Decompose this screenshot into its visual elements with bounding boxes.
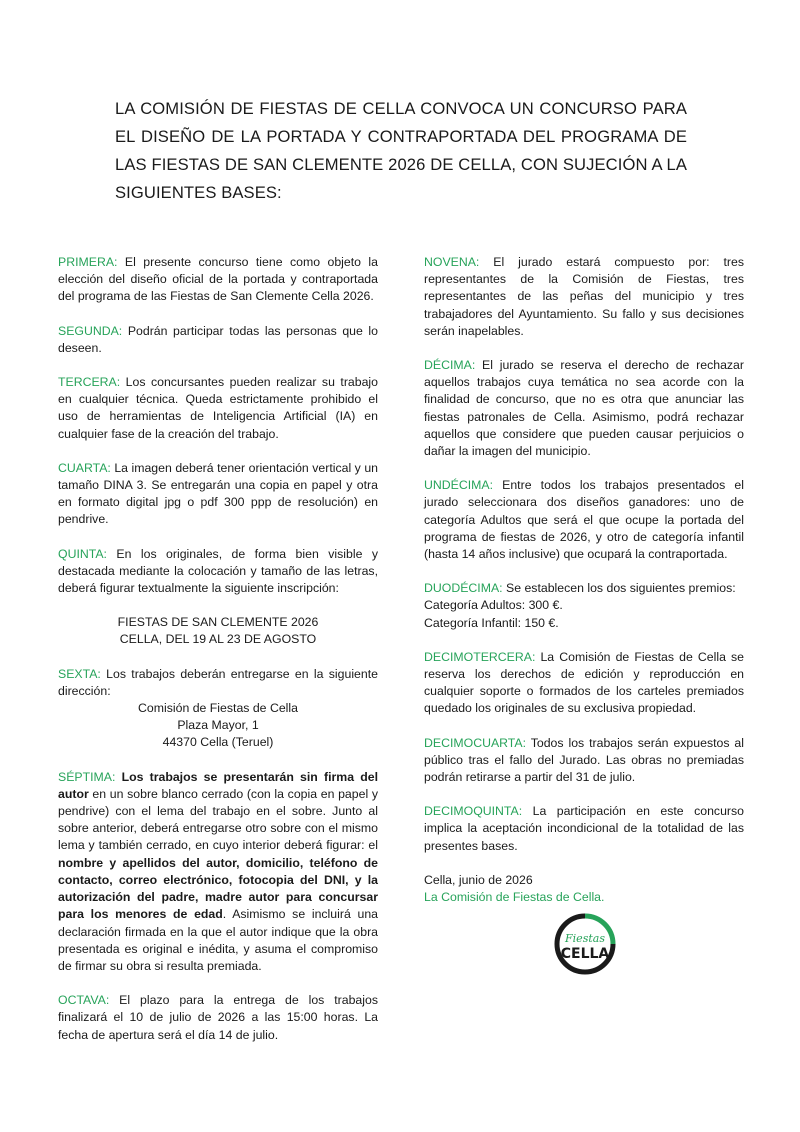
- clause-decimotercera: [424, 649, 744, 718]
- address-block: [58, 700, 378, 752]
- clause-decimocuarta: [424, 735, 744, 787]
- inscription-line: CELLA, DEL 19 AL 23 DE AGOSTO: [119, 632, 317, 647]
- clause-primera: [58, 254, 378, 306]
- clause-text: en un sobre blanco cerrado (con la copia en papel y pendrive) con el lema del trabajo en el sobre. Junto al sobre anterior, deberá entregarse otro sobre con el mismo lema y también cerrado, en cuyo interior deberá figurar: el: [58, 786, 378, 853]
- address-line: Comisión de Fiestas de Cella: [138, 701, 298, 716]
- signature-block: [424, 872, 744, 906]
- prize-adults: Categoría Adultos: 300 €.: [424, 598, 563, 613]
- clause-octava: [58, 992, 378, 1044]
- clause-label: DUODÉCIMA:: [424, 581, 503, 596]
- inscription-line: FIESTAS DE SAN CLEMENTE 2026: [117, 615, 319, 630]
- clause-label: SEGUNDA:: [58, 323, 123, 338]
- clause-text: Entre todos los trabajos presentados el jurado seleccionara dos diseños ganadores: uno de categoría Adultos que será el que ocupe la portada del programa de fiestas de 2026, y otro de categoría infantil (hasta 14 años inclusive) que ocupará la contraportada.: [424, 478, 744, 562]
- clause-novena: [424, 254, 744, 340]
- clause-label: UNDÉCIMA:: [424, 478, 494, 493]
- clause-label: QUINTA:: [58, 546, 107, 561]
- clause-bold: nombre y apellidos del autor, domicilio, teléfono de contacto, correo electrónico, fotocopia del DNI, y la autorización del padre, madre autor para concursar para los menores de edad: [58, 855, 378, 922]
- clause-text: Todos los trabajos serán expuestos al público tras el fallo del Jurado. Las obras no premiadas podrán retirarse a partir del 31 de julio.: [424, 735, 744, 785]
- clause-text: Podrán participar todas las personas que lo deseen.: [58, 323, 378, 355]
- signature-date: Cella, junio de 2026: [424, 872, 533, 887]
- clause-label: SÉPTIMA:: [58, 769, 116, 784]
- clause-tercera: [58, 374, 378, 443]
- clause-undecima: [424, 477, 744, 563]
- inscription-block: [58, 614, 378, 648]
- clause-text: El jurado estará compuesto por: tres representantes de la Comisión de Fiestas, tres representantes de las peñas del municipio y tres trabajadores del Ayuntamiento. Su fallo y sus decisiones serán inapelables.: [424, 255, 744, 338]
- clause-bold: Los trabajos se presentarán sin firma del autor: [58, 769, 378, 801]
- clause-cuarta: [58, 460, 378, 529]
- clause-label: DECIMOQUINTA:: [424, 804, 523, 819]
- clause-text: En los originales, de forma bien visible y destacada mediante la colocación y tamaño de las letras, deberá figurar textualmente la siguiente inscripción:: [58, 546, 378, 596]
- clause-text: Los trabajos deberán entregarse en la siguiente dirección:: [58, 666, 378, 698]
- clause-text: Se establecen los dos siguientes premios:: [502, 581, 736, 596]
- clause-decima: [424, 357, 744, 460]
- clause-text: La participación en este concurso implica la aceptación incondicional de la totalidad de las presentes bases.: [424, 804, 744, 853]
- clause-text: . Asimismo se incluirá una declaración firmada en la que el autor indique que la obra presentada es original e inédita, y asuma el compromiso de firmar su obra si resulta premiada.: [58, 907, 378, 973]
- clause-text: Los concursantes pueden realizar su trabajo en cualquier técnica. Queda estrictamente prohibido el uso de herramientas de Inteligencia Artificial (IA) en cualquier fase de la creación del trabajo.: [58, 375, 378, 441]
- fiestas-cella-logo: [553, 912, 617, 976]
- clause-text: La imagen deberá tener orientación vertical y un tamaño DINA 3. Se entregarán una copia en papel y otra en formato digital jpg o pdf 300 ppp de resolución) en pendrive.: [58, 460, 378, 527]
- logo-word-cella: CELLA: [560, 946, 610, 962]
- clause-septima: [58, 769, 378, 975]
- clause-segunda: [58, 323, 378, 357]
- clause-label: TERCERA:: [58, 375, 121, 390]
- clause-label: DÉCIMA:: [424, 358, 476, 373]
- address-line: 44370 Cella (Teruel): [162, 735, 274, 750]
- page-title: LA COMISIÓN DE FIESTAS DE CELLA CONVOCA UN CONCURSO PARA EL DISEÑO DE LA PORTADA Y CONTRAPORTADA DEL PROGRAMA DE LAS FIESTAS DE SAN CLEMENTE 2026 DE CELLA, CON SUJECIÓN A LA SIGUIENTES BASES:: [115, 99, 687, 202]
- prize-children: Categoría Infantil: 150 €.: [424, 615, 559, 630]
- clause-text: El presente concurso tiene como objeto la elección del diseño oficial de la portada y contraportada del programa de las Fiestas de San Clemente Cella 2026.: [58, 255, 378, 304]
- clause-label: DECIMOCUARTA:: [424, 735, 527, 750]
- clause-label: CUARTA:: [58, 460, 111, 475]
- address-line: Plaza Mayor, 1: [177, 718, 259, 733]
- clause-label: SEXTA:: [58, 666, 101, 681]
- clause-label: NOVENA:: [424, 255, 480, 269]
- signature-entity: La Comisión de Fiestas de Cella.: [424, 890, 605, 905]
- clause-text: La Comisión de Fiestas de Cella se reserva los derechos de edición y reproducción en cualquier soporte o formados de los carteles premiados quedado los originales de su exclusiva propiedad.: [424, 649, 744, 716]
- clause-duodecima: [424, 580, 744, 632]
- clause-decimoquinta: [424, 803, 744, 855]
- clause-text: El jurado se reserva el derecho de rechazar aquellos trabajos cuya temática no sea acorde con la finalidad de concurso, que no es otra que anunciar las fiestas patronales de Cella. Asimismo, podrá rechazar aquellos que considere que pueden causar perjuicios o dañar la imagen del municipio.: [424, 358, 744, 459]
- clause-quinta: [58, 546, 378, 598]
- clause-text: El plazo para la entrega de los trabajos finalizará el 10 de julio de 2026 a las 15:00 horas. La fecha de apertura será el día 14 de julio.: [58, 993, 378, 1042]
- clause-label: PRIMERA:: [58, 255, 118, 269]
- clause-label: OCTAVA:: [58, 993, 110, 1008]
- left-column: [58, 254, 378, 1061]
- logo-word-fiestas: Fiestas: [565, 932, 605, 945]
- right-column: [424, 254, 744, 906]
- clause-label: DECIMOTERCERA:: [424, 649, 536, 664]
- clause-sexta: [58, 666, 378, 700]
